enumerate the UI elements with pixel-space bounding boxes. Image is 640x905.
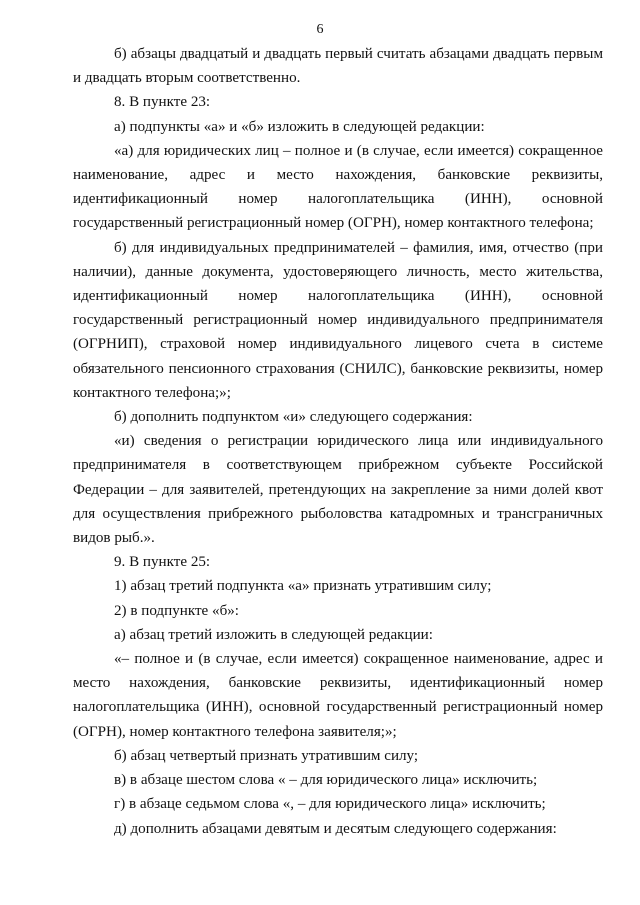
- page-number: 6: [316, 22, 324, 37]
- paragraph: б) дополнить подпунктом «и» следующего содержания:: [114, 409, 473, 426]
- paragraph: в) в абзаце шестом слова « – для юридического лица» исключить;: [114, 772, 538, 789]
- paragraph: а) абзац третий изложить в следующей редакции:: [114, 626, 433, 643]
- paragraph: «и) сведения о регистрации юридического лица или индивидуального предпринимателя в соответствующем прибрежном субъекте Российской Федерации – для заявителей, претендующих на закрепление за ними долей квот для осуществления прибрежного рыболовства катадромных и трансграничных видов рыб.».: [73, 433, 603, 547]
- paragraph: д) дополнить абзацами девятым и десятым следующего содержания:: [114, 820, 557, 837]
- paragraph: а) подпункты «а» и «б» изложить в следующей редакции:: [114, 118, 485, 135]
- paragraph: г) в абзаце седьмом слова «, – для юридического лица» исключить;: [114, 796, 546, 813]
- paragraph: 9. В пункте 25:: [114, 554, 211, 571]
- paragraph: 8. В пункте 23:: [114, 94, 211, 111]
- paragraph: «– полное и (в случае, если имеется) сокращенное наименование, адрес и место нахождения, банковские реквизиты, идентификационный номер налогоплательщика (ИНН), основной государственный регистрационный номер (ОГРН), номер контактного телефона заявителя;»;: [73, 651, 603, 740]
- document-body: [73, 42, 603, 841]
- paragraph: 1) абзац третий подпункта «а» признать утратившим силу;: [114, 578, 492, 595]
- paragraph: 2) в подпункте «б»:: [114, 602, 239, 619]
- paragraph: «а) для юридических лиц – полное и (в случае, если имеется) сокращенное наименование, адрес и место нахождения, банковские реквизиты, идентификационный номер налогоплательщика (ИНН), основной государственный регистрационный номер (ОГРН), номер контактного телефона;: [73, 142, 603, 232]
- paragraph: б) абзац четвертый признать утратившим силу;: [114, 747, 419, 764]
- paragraph: б) для индивидуальных предпринимателей – фамилия, имя, отчество (при наличии), данные документа, удостоверяющего личность, место жительства, идентификационный номер налогоплательщика (ИНН), основной государственный регистрационный номер индивидуального предпринимателя (ОГРНИП), страховой номер индивидуального лицевого счета в системе обязательного пенсионного страхования (СНИЛС), банковские реквизиты, номер контактного телефона;»;: [73, 239, 603, 401]
- paragraph: б) абзацы двадцатый и двадцать первый считать абзацами двадцать первым и двадцать вторым соответственно.: [73, 46, 603, 87]
